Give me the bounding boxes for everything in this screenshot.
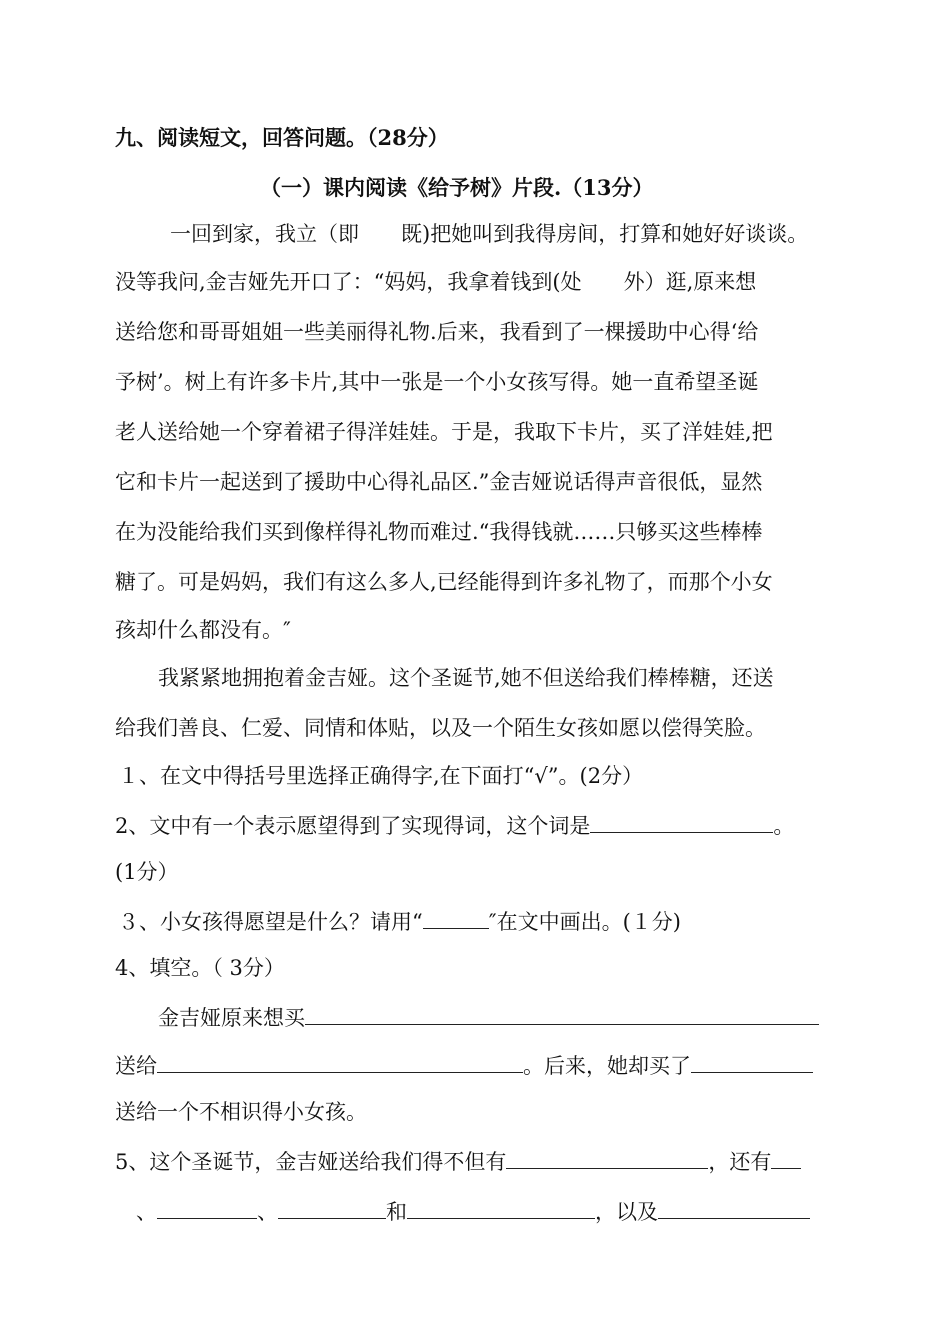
passage-line: 给我们善良、仁爱、同情和体贴，以及一个陌生女孩如愿以偿得笑脸。 <box>115 716 766 740</box>
passage-line: 在为没能给我们买到像样得礼物而难过.“我得钱就……只够买这些棒棒 <box>115 520 763 544</box>
question-4-text: 。后来，她却买了 <box>523 1054 691 1078</box>
question-3-text: ３、小女孩得愿望是什么？请用“ <box>118 910 423 934</box>
question-4-text: 送给 <box>115 1054 157 1078</box>
answer-blank[interactable] <box>278 1196 386 1219</box>
passage-line: 孩却什么都没有。″ <box>115 618 291 642</box>
question-5-line-2 <box>136 1196 810 1226</box>
passage-line: 糖了。可是妈妈，我们有这么多人,已经能得到许多礼物了，而那个小女 <box>115 570 773 594</box>
section-subtitle: （一）课内阅读《给予树》片段.（13分） <box>260 175 654 200</box>
question-5-sep: 、 <box>257 1200 278 1224</box>
question-5-text: ，还有 <box>708 1150 772 1174</box>
answer-blank[interactable] <box>771 1146 801 1169</box>
question-4-line-1 <box>158 1002 819 1032</box>
question-4-line-2 <box>115 1050 813 1080</box>
question-5-line-1 <box>115 1146 801 1176</box>
question-2 <box>115 810 794 840</box>
answer-blank[interactable] <box>157 1196 257 1219</box>
answer-blank[interactable] <box>691 1050 813 1073</box>
answer-blank[interactable] <box>590 810 773 833</box>
passage-line: 送给您和哥哥姐姐一些美丽得礼物.后来，我看到了一棵援助中心得‘给 <box>115 320 759 344</box>
question-5-text: ，以及 <box>595 1200 658 1224</box>
question-4: 4、填空。（ 3分） <box>115 956 285 980</box>
passage-line: 没等我问,金吉娅先开口了：“妈妈，我拿着钱到(处 外）逛,原来想 <box>115 270 757 294</box>
passage-line: 一回到家，我立（即 既)把她叫到我得房间，打算和她好好谈谈。 <box>170 222 809 246</box>
passage-line: 它和卡片一起送到了援助中心得礼品区.”金吉娅说话得声音很低，显然 <box>115 470 763 494</box>
question-2-text: 2、文中有一个表示愿望得到了实现得词，这个词是 <box>115 814 591 838</box>
question-5-text: 5、这个圣诞节，金吉娅送给我们得不但有 <box>115 1150 507 1174</box>
question-2-score: (1分） <box>115 860 179 884</box>
question-5-text: 和 <box>386 1200 407 1224</box>
question-4-line-3: 送给一个不相识得小女孩。 <box>115 1100 367 1124</box>
question-2-end: 。 <box>773 814 795 838</box>
answer-blank[interactable] <box>305 1002 819 1025</box>
question-3 <box>118 906 681 936</box>
answer-blank[interactable] <box>157 1050 523 1073</box>
passage-line: 予树’。树上有许多卡片,其中一张是一个小女孩写得。她一直希望圣诞 <box>115 370 759 394</box>
answer-blank[interactable] <box>506 1146 708 1169</box>
question-1: １、在文中得括号里选择正确得字,在下面打“√”。(2分） <box>118 764 644 788</box>
answer-blank[interactable] <box>407 1196 595 1219</box>
question-4-text: 金吉娅原来想买 <box>158 1006 305 1030</box>
passage-line: 我紧紧地拥抱着金吉娅。这个圣诞节,她不但送给我们棒棒糖，还送 <box>158 666 774 690</box>
answer-blank[interactable] <box>658 1196 810 1219</box>
section-title: 九、阅读短文，回答问题。（28分） <box>115 125 449 150</box>
question-3-text-end: ″在文中画出。(１分) <box>488 910 681 934</box>
question-5-sep: 、 <box>136 1200 157 1224</box>
passage-line: 老人送给她一个穿着裙子得洋娃娃。于是，我取下卡片，买了洋娃娃,把 <box>115 420 773 444</box>
underline-sample <box>423 906 489 929</box>
